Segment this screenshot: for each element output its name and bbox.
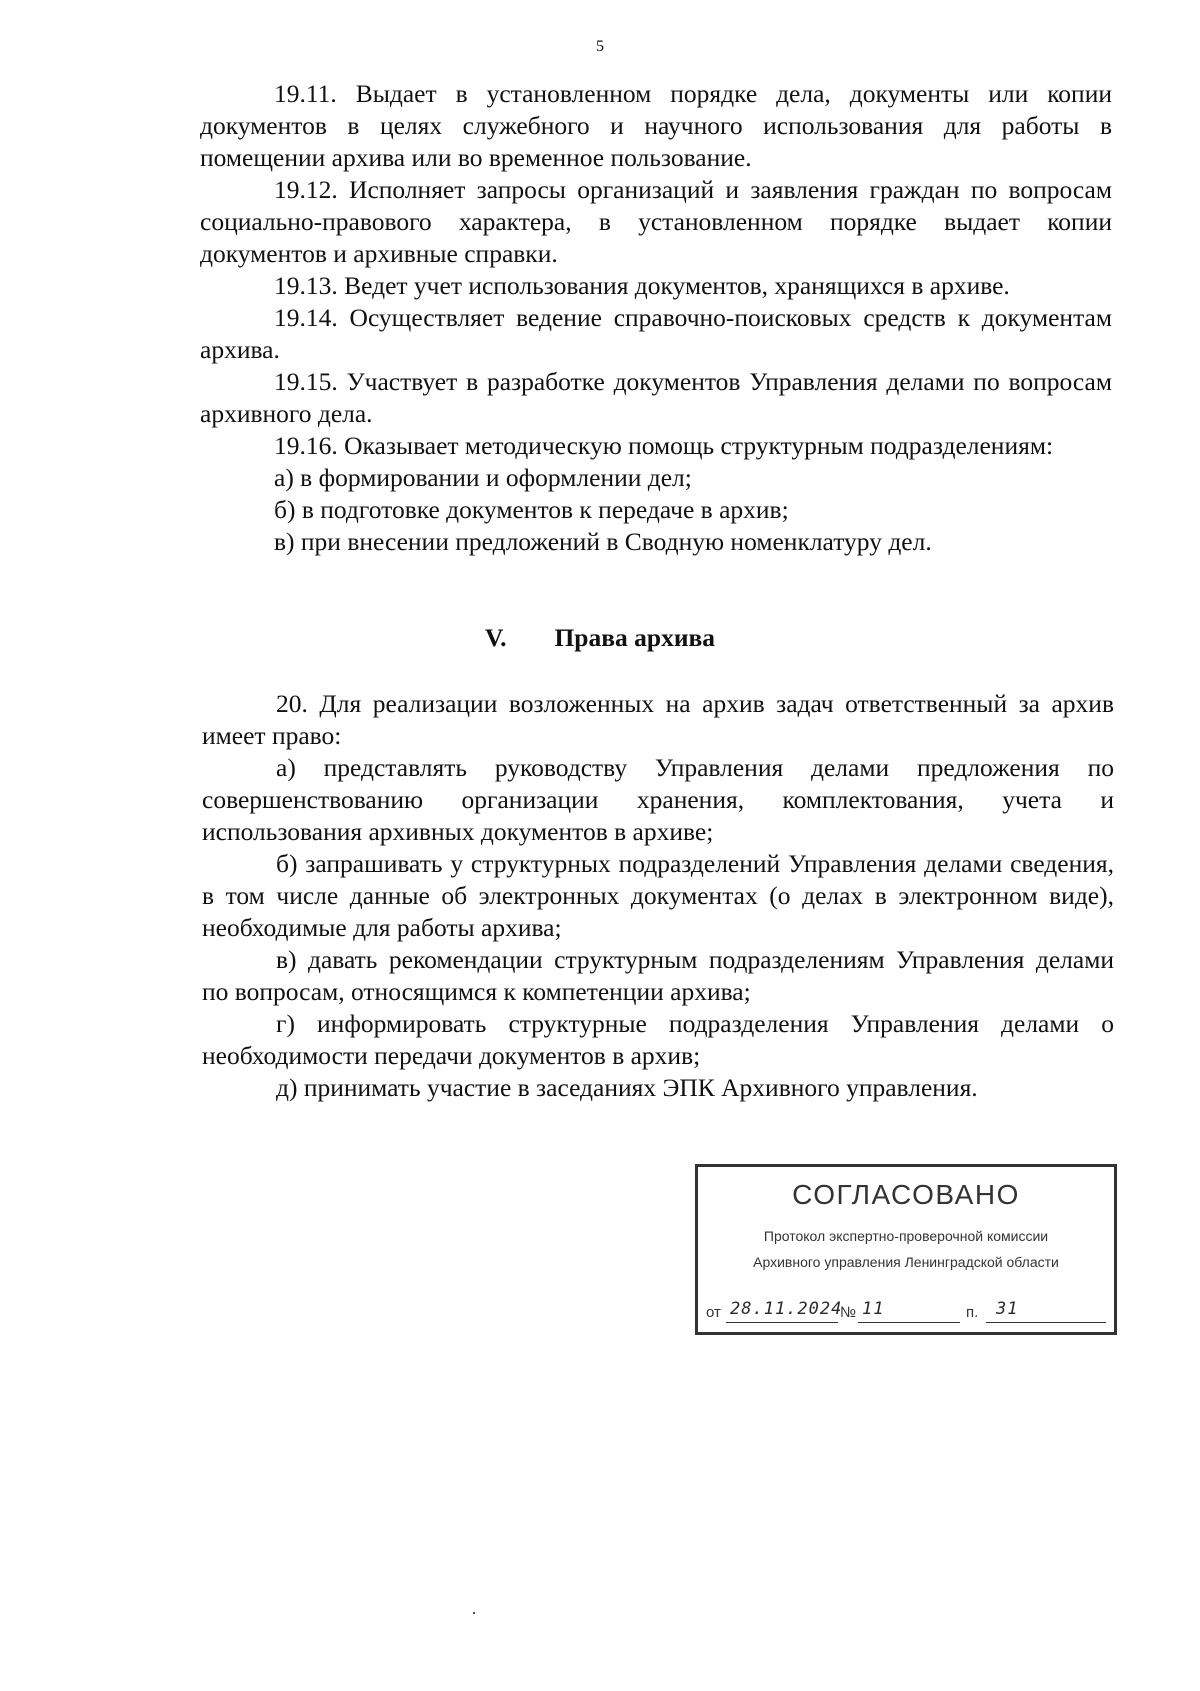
stamp-from-label: от (706, 1304, 721, 1321)
paragraph-19-14: 19.14. Осуществляет ведение справочно-поисковых средств к документам архива. (200, 303, 1112, 364)
list-item-v: в) при внесении предложений в Сводную номенклатуру дел. (274, 527, 932, 556)
section-title: Права архива (554, 623, 716, 652)
stamp-item-value: 31 (996, 1299, 1019, 1319)
rights-item-b: б) запрашивать у структурных подразделений Управления делами сведения, в том числе данные об электронных документах (о делах в электронном виде), необходимые для работы архива; (202, 849, 1114, 942)
rights-item-a: а) представлять руководству Управления делами предложения по совершенствованию организации хранения, комплектования, учета и использования архивных документов в архиве; (202, 753, 1114, 846)
stamp-number-label: № (840, 1304, 857, 1321)
paragraph-20: 20. Для реализации возложенных на архив задач ответственный за архив имеет право: (202, 689, 1114, 750)
rights-item-d: д) принимать участие в заседаниях ЭПК Архивного управления. (276, 1073, 978, 1102)
list-item-b: б) в подготовке документов к передаче в архив; (274, 495, 789, 524)
approval-stamp (695, 1164, 1117, 1335)
stamp-title: СОГЛАСОВАНО (792, 1179, 1020, 1210)
paragraph-19-15: 19.15. Участвует в разработке документов Управления делами по вопросам архивного дела. (200, 367, 1112, 428)
stamp-item-label: п. (966, 1304, 979, 1321)
stamp-date-number-row (706, 1299, 1110, 1323)
rights-item-g: г) информировать структурные подразделения Управления делами о необходимости передачи документов в архив; (202, 1009, 1114, 1070)
paragraph-19-16: 19.16. Оказывает методическую помощь структурным подразделениям: (274, 431, 1054, 460)
scan-speck (473, 1612, 475, 1614)
rights-list (202, 688, 1114, 1104)
paragraph-19-13: 19.13. Ведет учет использования документов, хранящихся в архиве. (274, 271, 1010, 300)
stamp-protocol-line: Протокол экспертно-проверочной комиссии (763, 1228, 1049, 1244)
section-heading (0, 623, 1200, 653)
stamp-date-value: 28.11.2024 (730, 1299, 843, 1319)
section-number: V. (484, 623, 507, 652)
stamp-number-value: 11 (862, 1299, 885, 1319)
duties-list (200, 78, 1112, 558)
list-item-a: а) в формировании и оформлении дел; (274, 463, 692, 492)
stamp-department-line: Архивного управления Ленинградской области (753, 1254, 1059, 1270)
rights-item-v: в) давать рекомендации структурным подразделениям Управления делами по вопросам, относящимся к компетенции архива; (202, 945, 1114, 1006)
page-number: 5 (596, 38, 604, 55)
paragraph-19-11: 19.11. Выдает в установленном порядке дела, документы или копии документов в целях служебного и научного использования для работы в помещении архива или во временное пользование. (200, 79, 1112, 172)
paragraph-19-12: 19.12. Исполняет запросы организаций и заявления граждан по вопросам социально-правового характера, в установленном порядке выдает копии документов и архивные справки. (200, 175, 1112, 268)
